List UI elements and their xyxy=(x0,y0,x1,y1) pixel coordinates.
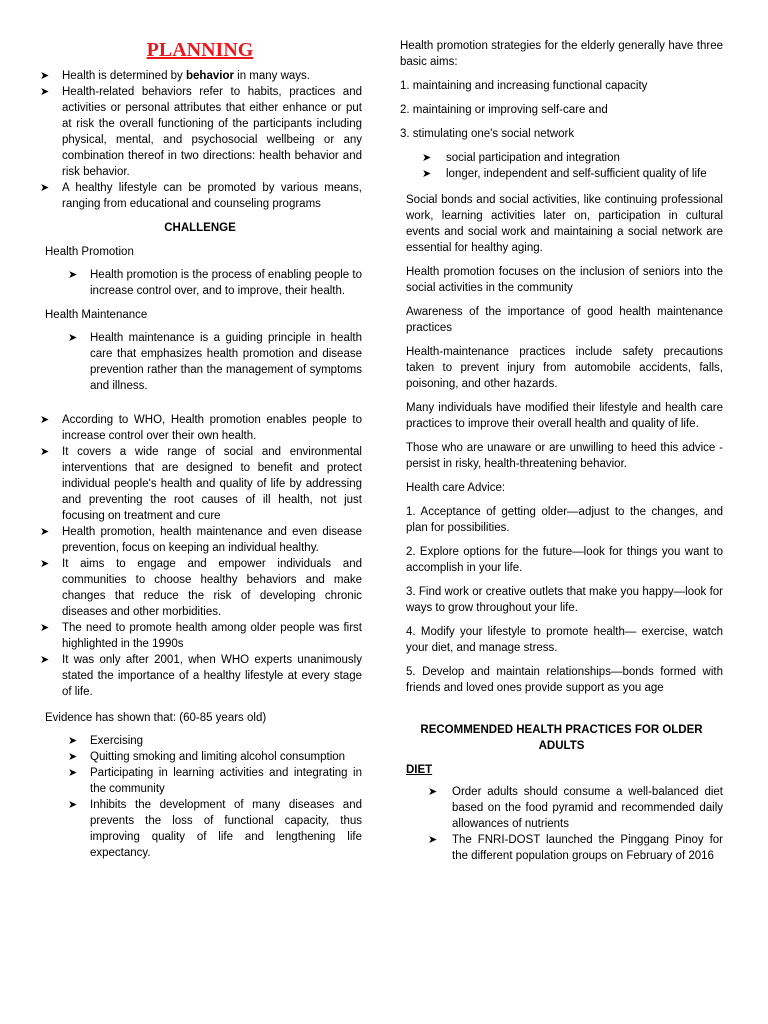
evidence-list xyxy=(66,733,362,861)
diet-heading: DIET xyxy=(406,764,433,776)
advice-item: 4. Modify your lifestyle to promote health— exercise, watch your diet, and manage stress. xyxy=(406,626,723,654)
list-item xyxy=(66,797,362,861)
page-title: PLANNING xyxy=(146,39,254,61)
arrow-bullet-icon: ➤ xyxy=(40,86,50,98)
arrow-bullet-icon: ➤ xyxy=(422,152,432,164)
left-column xyxy=(38,38,362,861)
list-item xyxy=(38,524,362,556)
list-item xyxy=(38,444,362,524)
list-item xyxy=(426,832,723,864)
item-text: Health is determined by xyxy=(62,70,187,82)
list-item xyxy=(38,556,362,620)
network-list xyxy=(420,150,723,182)
item-bold: behavior xyxy=(186,70,234,82)
list-item xyxy=(38,412,362,444)
advice-heading: Health care Advice: xyxy=(406,482,506,494)
arrow-bullet-icon: ➤ xyxy=(68,332,78,344)
arrow-bullet-icon: ➤ xyxy=(40,70,50,82)
advice-item: 5. Develop and maintain relationships—bonds formed with friends and loved ones provide support as you age xyxy=(406,666,723,694)
item-text: longer, independent and self-sufficient quality of life xyxy=(446,168,707,180)
arrow-bullet-icon: ➤ xyxy=(68,269,78,281)
item-text: Health promotion is the process of enabling people to increase control over, and to improve, their health. xyxy=(90,269,362,297)
aim-item: 2. maintaining or improving self-care and xyxy=(400,104,608,116)
paragraph: Many individuals have modified their lifestyle and health care practices to improve their overall health and quality of life. xyxy=(406,402,723,430)
list-item xyxy=(38,652,362,700)
item-text: It aims to engage and empower individuals and communities to choose healthy behaviors and make changes that reduce the risk of developing chronic diseases and other morbidities. xyxy=(62,558,362,618)
list-item xyxy=(38,84,362,180)
item-text: Participating in learning activities and integrating in the community xyxy=(90,767,362,795)
aim-item: 3. stimulating one's social network xyxy=(400,128,575,140)
item-text: The FNRI-DOST launched the Pinggang Pinoy for the different population groups on February of 2016 xyxy=(452,834,723,862)
list-item xyxy=(420,150,723,166)
list-item xyxy=(426,784,723,832)
item-text: It covers a wide range of social and environmental interventions that are designed to benefit and protect individual people's health and quality of life by addressing and preventing the root causes of ill health, not just focusing on treatment and cure xyxy=(62,446,362,522)
list-item xyxy=(66,749,362,765)
list-item xyxy=(66,330,362,394)
paragraph: Health-maintenance practices include safety precautions taken to prevent injury from automobile accidents, falls, poisoning, and other hazards. xyxy=(406,346,723,390)
evidence-heading: Evidence has shown that: (60-85 years old) xyxy=(45,712,267,724)
list-item xyxy=(420,166,723,182)
paragraph: Health promotion focuses on the inclusion of seniors into the social activities in the community xyxy=(406,266,723,294)
arrow-bullet-icon: ➤ xyxy=(40,182,50,194)
item-text: Exercising xyxy=(90,735,144,747)
arrow-bullet-icon: ➤ xyxy=(422,168,432,180)
paragraph: Those who are unaware or are unwilling to heed this advice - persist in risky, health-threatening behavior. xyxy=(406,442,723,470)
arrow-bullet-icon: ➤ xyxy=(40,654,50,666)
recommended-heading: RECOMMENDED HEALTH PRACTICES FOR OLDER ADULTS xyxy=(420,724,703,752)
item-text: in many ways. xyxy=(233,70,311,82)
item-text: Inhibits the development of many diseases and prevents the loss of functional capacity, thus improving quality of life and lengthening life expectancy. xyxy=(90,799,362,859)
health-promotion-list xyxy=(66,267,362,299)
diet-list xyxy=(426,784,723,864)
challenge-heading: CHALLENGE xyxy=(164,222,236,234)
right-column xyxy=(400,38,723,864)
list-item xyxy=(38,620,362,652)
arrow-bullet-icon: ➤ xyxy=(40,446,50,458)
advice-item: 3. Find work or creative outlets that make you happy—look for ways to grow throughout your life. xyxy=(406,586,723,614)
arrow-bullet-icon: ➤ xyxy=(40,558,50,570)
item-text: Health promotion, health maintenance and even disease prevention, focus on keeping an individual healthy. xyxy=(62,526,362,554)
paragraph: Awareness of the importance of good health maintenance practices xyxy=(406,306,723,334)
health-maintenance-list xyxy=(66,330,362,394)
health-promotion-heading: Health Promotion xyxy=(45,246,134,258)
item-text: Order adults should consume a well-balanced diet based on the food pyramid and recommended daily allowances of nutrients xyxy=(452,786,723,830)
aim-item: 1. maintaining and increasing functional capacity xyxy=(400,80,648,92)
arrow-bullet-icon: ➤ xyxy=(68,735,78,747)
advice-item: 2. Explore options for the future—look for things you want to accomplish in your life. xyxy=(406,546,723,574)
arrow-bullet-icon: ➤ xyxy=(40,414,50,426)
who-list xyxy=(38,412,362,700)
arrow-bullet-icon: ➤ xyxy=(68,799,78,811)
health-maintenance-heading: Health Maintenance xyxy=(45,309,148,321)
advice-item: 1. Acceptance of getting older—adjust to the changes, and plan for possibilities. xyxy=(406,506,723,534)
item-text: social participation and integration xyxy=(446,152,620,164)
item-text: Health maintenance is a guiding principle in health care that emphasizes health promotion and disease prevention rather than the management of symptoms and illness. xyxy=(90,332,362,392)
item-text: Quitting smoking and limiting alcohol consumption xyxy=(90,751,346,763)
strategies-intro: Health promotion strategies for the elderly generally have three basic aims: xyxy=(400,40,723,68)
item-text: Health-related behaviors refer to habits, practices and activities or personal attributes that either enhance or put at risk the overall functioning of the participants including physical, mental, and psychosocial wellbeing or any combination thereof in two directions: health behavior and risk behavior. xyxy=(62,86,362,178)
list-item xyxy=(66,765,362,797)
paragraph: Social bonds and social activities, like continuing professional work, learning activities later on, participation in cultural events and social work and maintaining a social network are essential for healthy aging. xyxy=(406,194,723,254)
item-text: It was only after 2001, when WHO experts unanimously stated the importance of a healthy lifestyle at every stage of life. xyxy=(62,654,362,698)
list-item xyxy=(66,267,362,299)
arrow-bullet-icon: ➤ xyxy=(40,622,50,634)
list-item xyxy=(66,733,362,749)
item-text: The need to promote health among older people was first highlighted in the 1990s xyxy=(62,622,362,650)
arrow-bullet-icon: ➤ xyxy=(68,751,78,763)
arrow-bullet-icon: ➤ xyxy=(40,526,50,538)
arrow-bullet-icon: ➤ xyxy=(68,767,78,779)
arrow-bullet-icon: ➤ xyxy=(428,834,438,846)
arrow-bullet-icon: ➤ xyxy=(428,786,438,798)
item-text: According to WHO, Health promotion enables people to increase control over their own health. xyxy=(62,414,362,442)
list-item xyxy=(38,68,362,84)
intro-list xyxy=(38,68,362,212)
item-text: A healthy lifestyle can be promoted by various means, ranging from educational and counseling programs xyxy=(62,182,362,210)
list-item xyxy=(38,180,362,212)
